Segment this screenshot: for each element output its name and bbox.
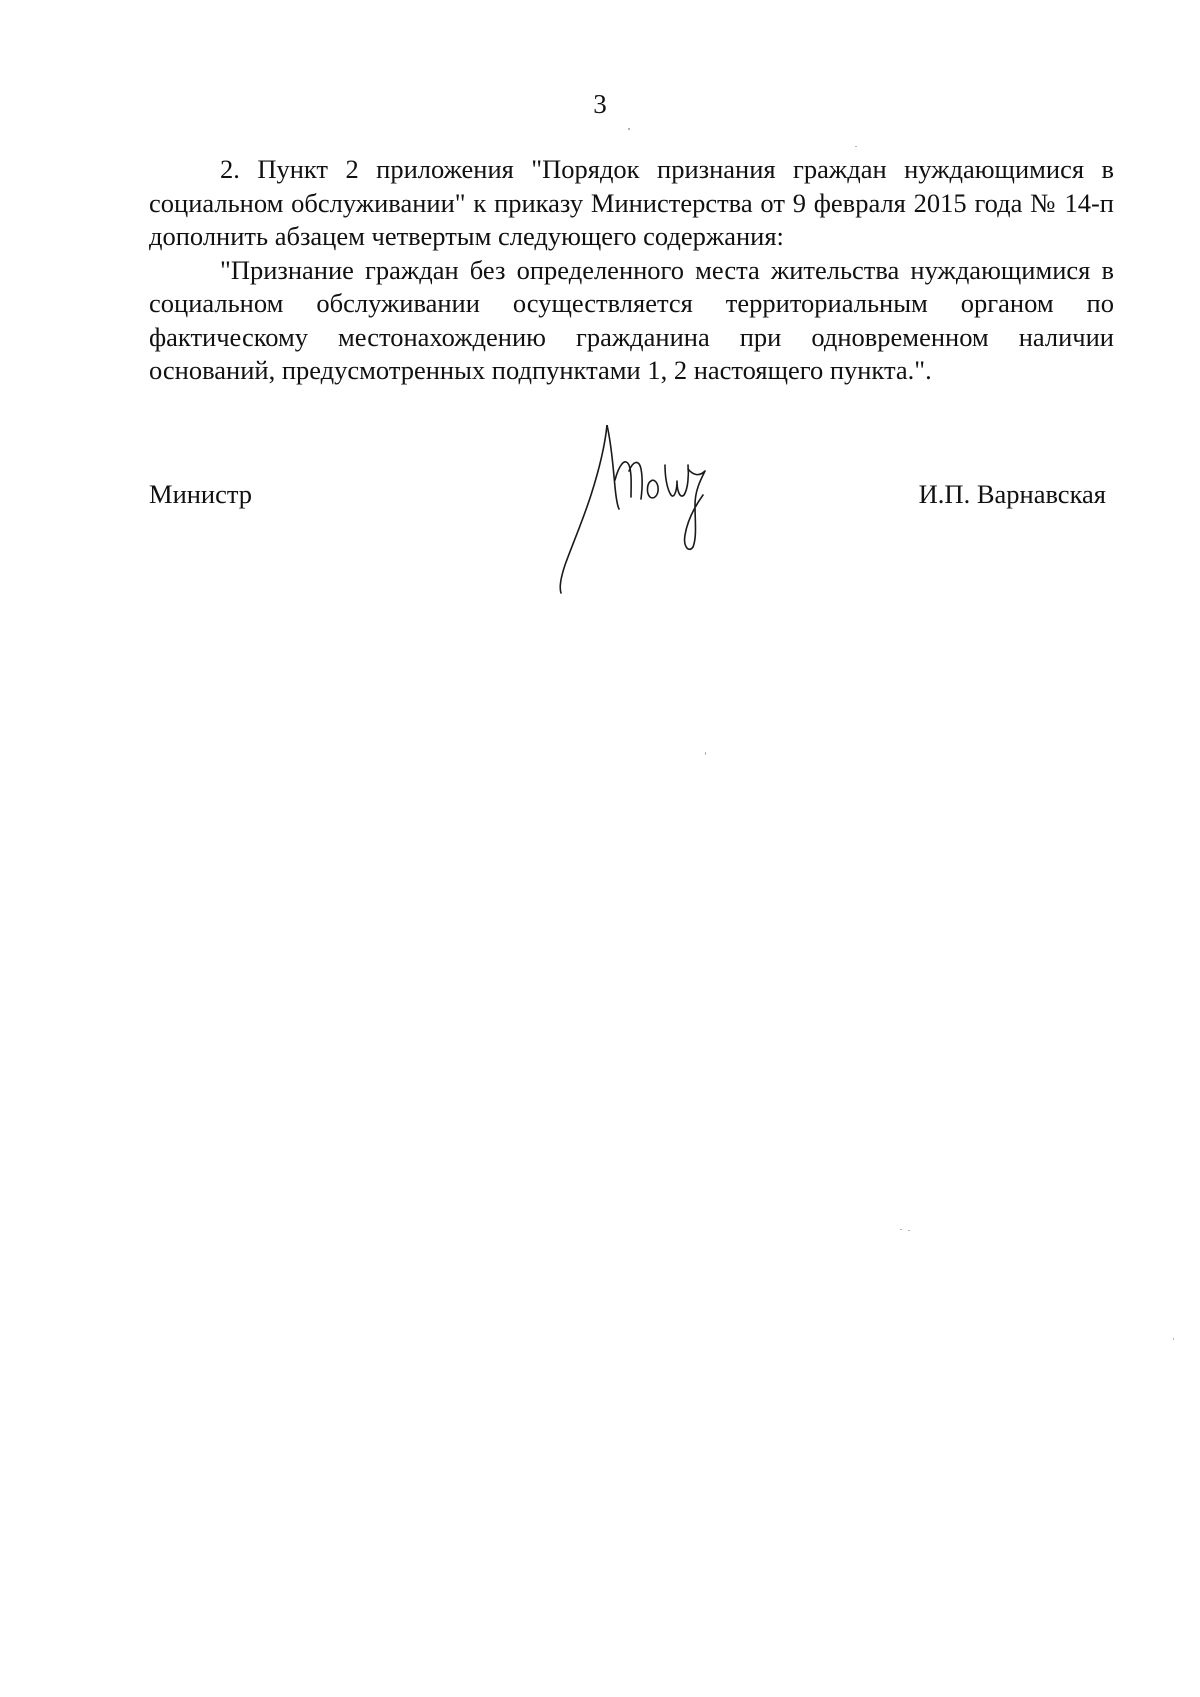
- signatory-name: И.П. Варнавская: [918, 479, 1106, 509]
- scan-speck: [1173, 1338, 1174, 1340]
- paragraph-amendment: 2. Пункт 2 приложения "Порядок признания граждан нуждающимися в социальном обслуживании" к приказу Министерства от 9 февраля 2015 года № 14-п дополнить абзацем четвертым следующего содержания:: [149, 154, 1114, 251]
- scan-speck: [628, 128, 630, 130]
- document-body: [149, 153, 1114, 388]
- signatory-title: Министр: [149, 479, 253, 509]
- handwritten-signature: [555, 425, 785, 595]
- scan-speck: [705, 752, 706, 755]
- scan-speck: [900, 1229, 902, 1230]
- page-number: 3: [593, 89, 607, 119]
- paragraph-quoted-text: "Признание граждан без определенного места жительства нуждающимися в социальном обслуживании осуществляется территориальным органом по фактическому местонахождению гражданина при одновременном наличии оснований, предусмотренных подпунктами 1, 2 настоящего пункта.".: [149, 254, 1114, 385]
- scan-speck: [855, 146, 857, 147]
- scan-speck: [908, 1230, 910, 1231]
